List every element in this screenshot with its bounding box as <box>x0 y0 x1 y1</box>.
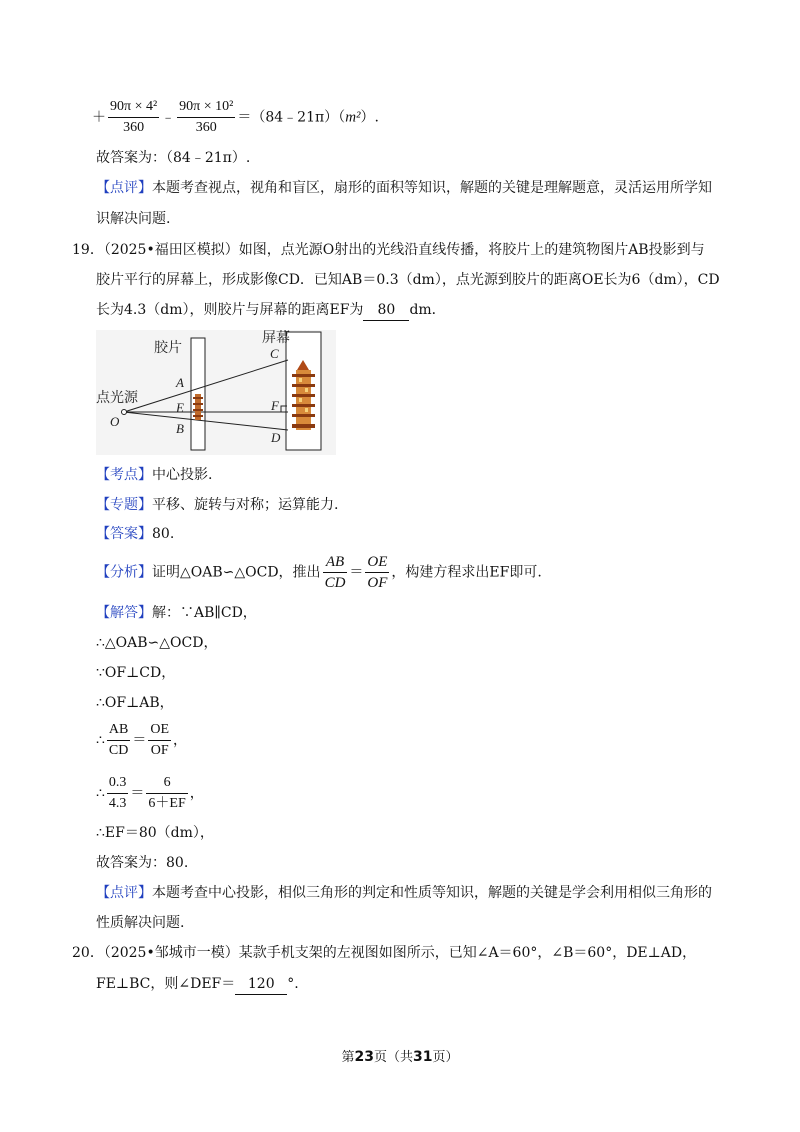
point-o-label: O <box>110 414 120 429</box>
answer-line: 故答案为：（84﹣21π）. <box>96 150 251 166</box>
dianping-line: 【点评】本题考查中心投影，相似三角形的判定和性质等知识，解题的关键是学会利用相似三角形的 <box>96 885 712 901</box>
kaodian-tag: 【考点】 <box>96 467 152 483</box>
point-b-label: B <box>176 421 184 436</box>
question-20-stem-2: FE⊥BC，则∠DEF＝ 120 °. <box>96 974 299 995</box>
light-source-point <box>122 410 127 415</box>
comment-tag: 【点评】 <box>96 180 152 196</box>
answer-line: 故答案为：80. <box>96 855 189 871</box>
jieda-tag: 【解答】 <box>96 605 152 621</box>
point-e-label: E <box>176 400 184 415</box>
fraction: $\frac{\text{90π × 4²}}{360}$ <box>110 99 158 135</box>
page-total: 31 <box>413 1049 433 1065</box>
fenxi-line: 【分析】证明△OAB∽△OCD，推出 $\frac{AB}{CD}$ ＝ $\frac{OE}{OF}$ ，构建方程求出EF即可. <box>96 554 542 591</box>
solution-step-fraction: ∴ $\frac{0.3}{4.3}$ ＝ $\frac{6}{6+EF}$ ， <box>96 773 204 814</box>
fraction: $\frac{OE}{OF}$ <box>150 722 170 758</box>
comment-line: 【点评】本题考查视点，视角和盲区，扇形的面积等知识，解题的关键是理解题意，灵活运用所学知 <box>96 180 712 196</box>
fraction: $\frac{6}{6+EF}$ <box>148 775 186 811</box>
jieda-line: 【解答】解：∵AB∥CD， <box>96 605 257 621</box>
screen-label: 屏幕 <box>262 330 290 346</box>
answer-blank: 80 <box>363 300 409 321</box>
film-label: 胶片 <box>154 340 182 356</box>
page-footer: 第23页（共31页） <box>341 1049 459 1065</box>
light-source-label: 点光源 <box>96 390 138 406</box>
answer-blank: 120 <box>235 974 287 995</box>
zhuanti-tag: 【专题】 <box>96 497 152 513</box>
solution-step-fraction: ∴ $\frac{AB}{CD}$ ＝ $\frac{OE}{OF}$ ， <box>96 720 187 761</box>
comment-line-2: 识解决问题. <box>96 211 171 227</box>
projection-diagram <box>96 330 336 455</box>
question-20-stem: 20．（2025•邹城市一模）某款手机支架的左视图如图所示，已知∠A＝60°，∠B＝60°，DE⊥AD， <box>72 945 697 961</box>
daan-line: 【答案】80. <box>96 526 175 542</box>
point-d-label: D <box>271 430 281 445</box>
fenxi-tag: 【分析】 <box>96 564 152 581</box>
solution-step: ∴EF＝80（dm）， <box>96 825 214 841</box>
fraction: $\frac{AB}{CD}$ <box>108 722 129 758</box>
point-f-label: F <box>271 398 279 413</box>
fraction: $\frac{AB}{CD}$ <box>324 554 346 591</box>
dianping-tag: 【点评】 <box>96 885 152 901</box>
fraction: $\frac{OE}{OF}$ <box>367 554 388 591</box>
question-19-stem-2: 胶片平行的屏幕上，形成影像CD．已知AB＝0.3（dm），点光源到胶片的距离OE长为6（dm），CD <box>96 272 720 288</box>
solution-step: ∵OF⊥CD， <box>96 665 176 681</box>
fraction: $\frac{\text{90π × 10²}}{360}$ <box>179 99 234 135</box>
solution-step: ∴OF⊥AB， <box>96 695 174 711</box>
point-c-label: C <box>270 346 279 361</box>
page-number: 23 <box>354 1049 374 1065</box>
zhuanti-line: 【专题】平移、旋转与对称；运算能力. <box>96 497 339 513</box>
kaodian-line: 【考点】中心投影. <box>96 467 213 483</box>
point-a-label: A <box>176 375 184 390</box>
daan-tag: 【答案】 <box>96 526 152 542</box>
question-19-stem-3: 长为4.3（dm），则胶片与屏幕的距离EF为 80 dm． <box>96 300 446 321</box>
projection-figure <box>96 330 336 459</box>
solution-step: ∴△OAB∽△OCD， <box>96 635 218 651</box>
dianping-line-2: 性质解决问题. <box>96 915 185 931</box>
area-formula-line: ＋ $\frac{\text{90π × 4²}}{360}$ ﹣ $\frac{\text{90π × 10²}}{360}$ ＝（84﹣21π）（m²）. <box>92 97 379 138</box>
fraction: $\frac{0.3}{4.3}$ <box>108 775 127 811</box>
question-19-stem: 19．（2025•福田区模拟）如图，点光源O射出的光线沿直线传播，将胶片上的建筑物图片AB投影到与 <box>72 242 705 258</box>
